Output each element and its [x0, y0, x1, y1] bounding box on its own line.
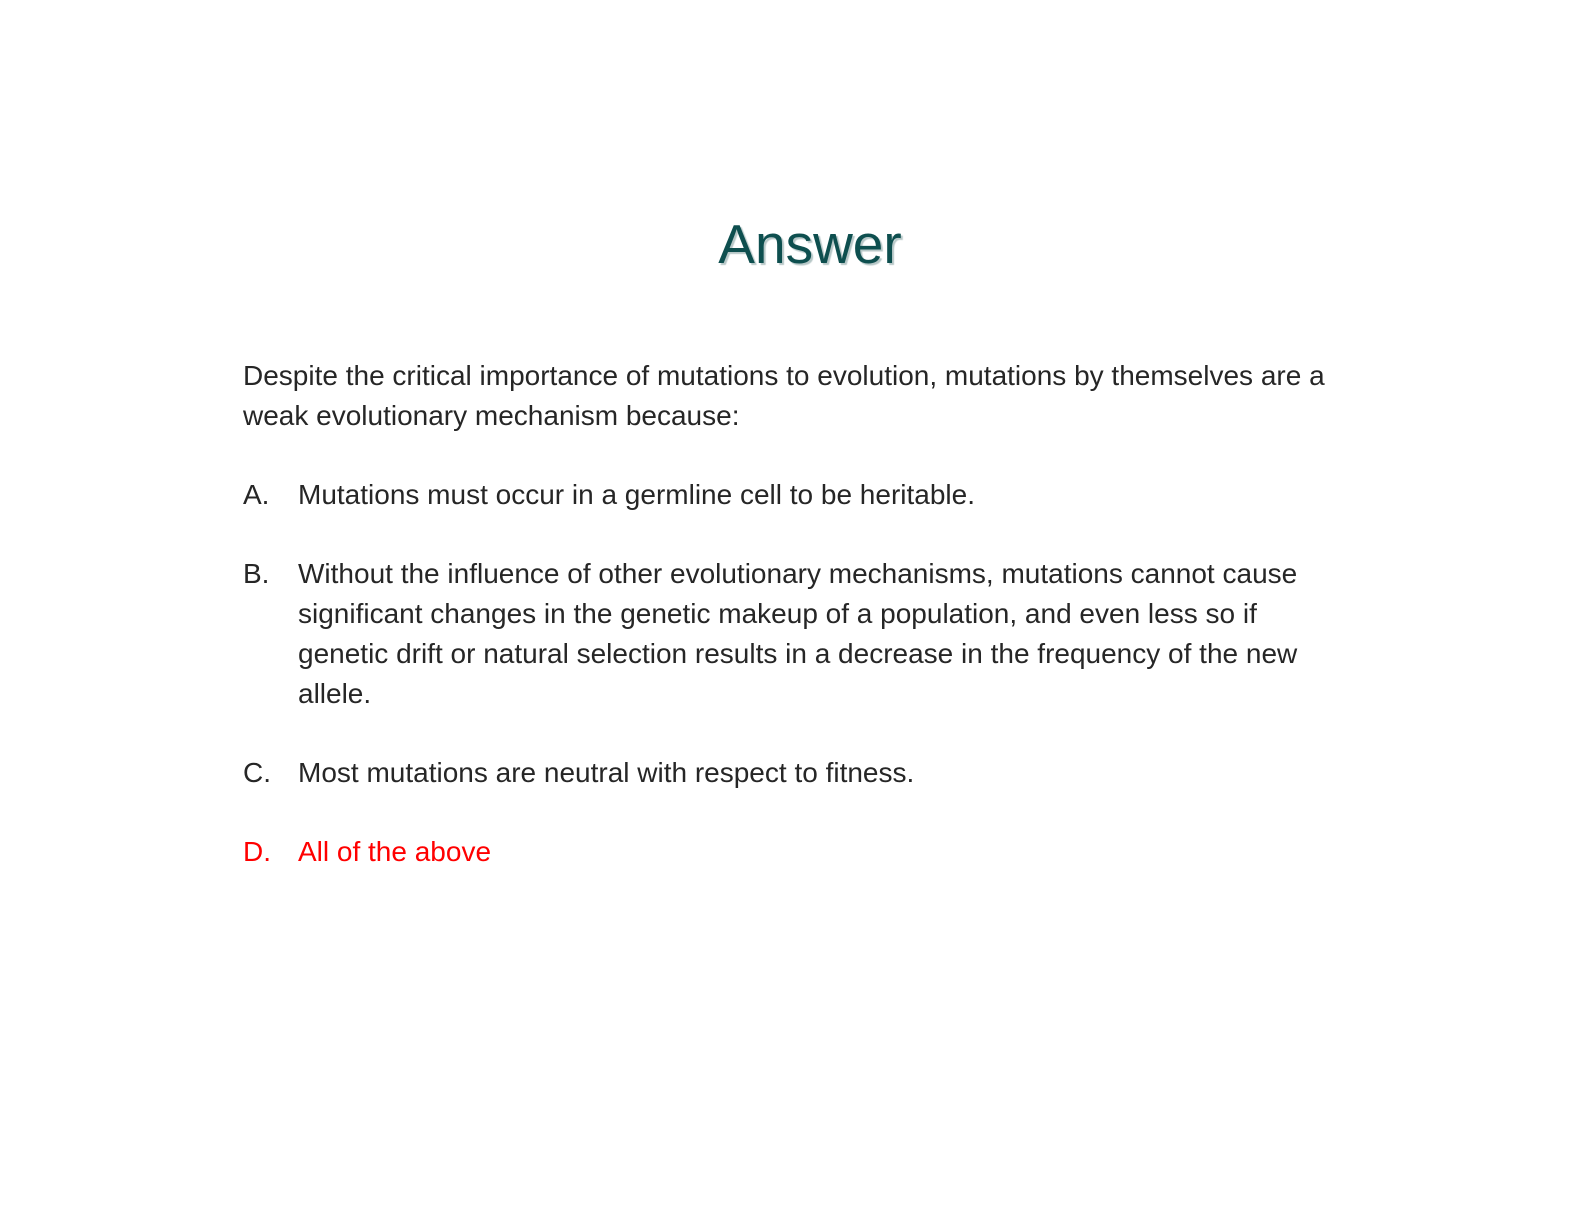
option-a [243, 475, 1333, 515]
option-text: Without the influence of other evolutionary mechanisms, mutations cannot cause significant changes in the genetic makeup of a population, and even less so if genetic drift or natural selection results in a decrease in the frequency of the new allele. [298, 558, 1298, 709]
option-letter: B. [243, 558, 270, 589]
option-letter: A. [243, 479, 270, 510]
option-b [243, 554, 1333, 714]
option-letter: C. [243, 757, 271, 788]
option-letter: D. [243, 836, 271, 867]
option-c [243, 753, 1333, 793]
option-d-correct-answer [243, 832, 1333, 872]
question-text: Despite the critical importance of mutations to evolution, mutations by themselves are a weak evolutionary mechanism because: [243, 360, 1325, 431]
answer-options-list [243, 475, 1333, 911]
option-text: Mutations must occur in a germline cell to be heritable. [298, 479, 975, 510]
option-text: Most mutations are neutral with respect to fitness. [298, 757, 915, 788]
slide-title: Answer [718, 213, 902, 275]
option-text: All of the above [298, 836, 492, 867]
